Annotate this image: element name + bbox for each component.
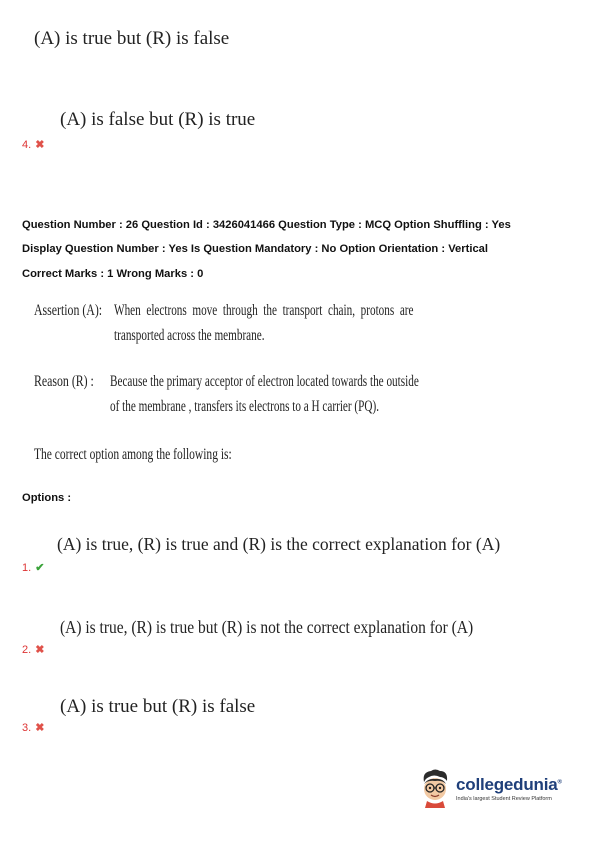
option-1-text: (A) is true, (R) is true and (R) is the correct explanation for (A) xyxy=(57,534,501,554)
collegedunia-logo xyxy=(418,768,562,808)
assertion-text-line-1: When electrons move through the transport chain, protons are xyxy=(114,302,414,319)
logo-tagline: India's largest Student Review Platform xyxy=(456,795,552,802)
options-label: Options : xyxy=(22,492,72,504)
wrong-mark-icon: ✖ xyxy=(35,643,45,656)
option-2-text-wrap xyxy=(60,617,540,638)
question-meta-line-3: Correct Marks : 1 Wrong Marks : 0 xyxy=(22,268,204,280)
assertion-text-line-2: transported across the membrane. xyxy=(114,327,265,344)
assertion-label: Assertion (A): xyxy=(34,302,103,319)
option-1-number xyxy=(22,562,44,574)
question-meta-line-2: Display Question Number : Yes Is Question Mandatory : No Option Orientation : Vertical xyxy=(22,243,489,255)
mascot-face-icon xyxy=(418,768,452,808)
question-prompt: The correct option among the following is: xyxy=(34,446,232,463)
wrong-mark-icon: ✖ xyxy=(35,138,45,151)
question-prompt-wrap xyxy=(34,446,309,464)
reason-line-2-wrap xyxy=(110,398,494,416)
reason-label: Reason (R) : xyxy=(34,373,94,390)
assertion-block xyxy=(34,302,126,320)
option-number: 3. xyxy=(22,722,32,734)
assertion-line-1-wrap xyxy=(114,302,542,320)
registered-mark: ® xyxy=(557,778,562,785)
reason-line-1-wrap xyxy=(110,373,551,391)
logo-brand-name xyxy=(456,775,562,795)
prev-option-d-number xyxy=(22,139,44,151)
reason-text-line-1: Because the primary acceptor of electron located towards the outside xyxy=(110,373,419,390)
wrong-mark-icon: ✖ xyxy=(35,721,45,734)
brand-text: collegedunia xyxy=(456,774,558,794)
option-3-text: (A) is true but (R) is false xyxy=(60,696,256,717)
assertion-line-2-wrap xyxy=(114,327,329,345)
option-number: 2. xyxy=(22,644,32,656)
option-number: 4. xyxy=(22,139,32,151)
prev-option-d-text: (A) is false but (R) is true xyxy=(60,109,256,130)
reason-text-line-2: of the membrane , transfers its electrons to a H carrier (PQ). xyxy=(110,398,380,415)
reason-label-wrap xyxy=(34,373,115,391)
check-mark-icon: ✔ xyxy=(35,561,45,574)
option-number: 1. xyxy=(22,562,32,574)
question-meta-line-1: Question Number : 26 Question Id : 3426041466 Question Type : MCQ Option Shuffling : Yes xyxy=(22,219,511,231)
prev-option-c-text: (A) is true but (R) is false xyxy=(34,28,230,49)
logo-text xyxy=(456,775,562,802)
option-2-text: (A) is true, (R) is true but (R) is not the correct explanation for (A) xyxy=(60,617,474,637)
option-2-number xyxy=(22,644,44,656)
option-3-number xyxy=(22,722,44,734)
